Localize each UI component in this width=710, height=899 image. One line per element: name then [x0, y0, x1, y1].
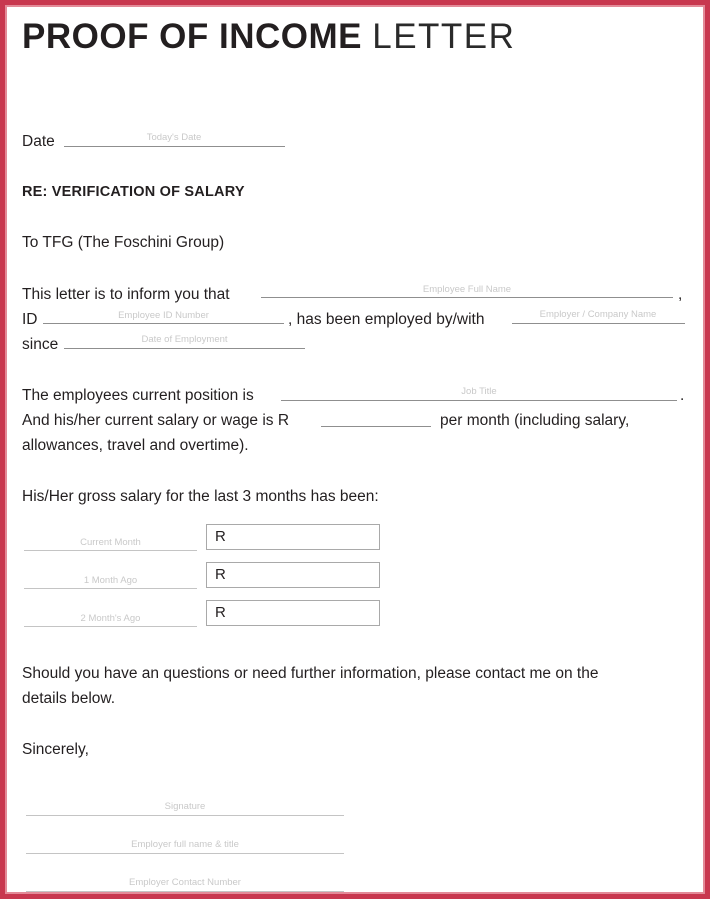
date-field[interactable]: [64, 146, 285, 147]
employer-contact-field[interactable]: [26, 891, 344, 892]
signature-placeholder: Signature: [164, 801, 206, 812]
signature-field[interactable]: [26, 815, 344, 816]
date-placeholder: Today's Date: [146, 132, 202, 143]
employed-text: , has been employed by/with: [288, 311, 485, 328]
title-light: LETTER: [372, 17, 516, 56]
employer-name-title-placeholder: Employer full name & title: [131, 839, 239, 850]
since-label: since: [22, 336, 59, 353]
per-month-text: per month (including salary,: [440, 412, 630, 429]
employment-date-placeholder: Date of Employment: [141, 334, 228, 345]
gross-salary-intro: His/Her gross salary for the last 3 months has been:: [22, 488, 379, 505]
employee-name-field[interactable]: [261, 297, 673, 298]
intro-text: This letter is to inform you that: [22, 286, 230, 303]
one-month-ago-amount-field[interactable]: R: [206, 562, 380, 588]
employer-name-title-field[interactable]: [26, 853, 344, 854]
closing-line-1: Should you have an questions or need further information, please contact me on the: [22, 665, 599, 682]
job-title-placeholder: Job Title: [461, 386, 497, 397]
subject-heading: RE: VERIFICATION OF SALARY: [22, 184, 245, 200]
period: .: [680, 387, 685, 404]
signoff: Sincerely,: [22, 741, 89, 758]
two-months-ago-label: 2 Month's Ago: [80, 613, 141, 624]
current-month-amount-field[interactable]: R: [206, 524, 380, 550]
employee-id-field[interactable]: [43, 323, 284, 324]
date-label: Date: [22, 133, 55, 150]
title-bold: PROOF OF INCOME: [22, 17, 362, 56]
employee-name-placeholder: Employee Full Name: [422, 284, 512, 295]
employer-name-placeholder: Employer / Company Name: [539, 309, 657, 320]
document-title: [22, 16, 515, 58]
current-month-label: Current Month: [80, 537, 141, 548]
salary-text: And his/her current salary or wage is R: [22, 412, 290, 429]
one-month-ago-line[interactable]: [24, 588, 197, 589]
two-months-ago-amount-field[interactable]: R: [206, 600, 380, 626]
recipient-line: To TFG (The Foschini Group): [22, 234, 225, 251]
position-text: The employees current position is: [22, 387, 254, 404]
comma: ,: [678, 286, 683, 303]
employer-name-field[interactable]: [512, 323, 685, 324]
one-month-ago-label: 1 Month Ago: [83, 575, 138, 586]
two-months-ago-line[interactable]: [24, 626, 197, 627]
job-title-field[interactable]: [281, 400, 677, 401]
employee-id-placeholder: Employee ID Number: [118, 310, 209, 321]
allowances-text: allowances, travel and overtime).: [22, 437, 249, 454]
employment-date-field[interactable]: [64, 348, 305, 349]
current-month-line[interactable]: [24, 550, 197, 551]
employer-contact-placeholder: Employer Contact Number: [129, 877, 241, 888]
id-label: ID: [22, 311, 38, 328]
monthly-salary-field[interactable]: [321, 426, 431, 427]
closing-line-2: details below.: [22, 690, 116, 707]
